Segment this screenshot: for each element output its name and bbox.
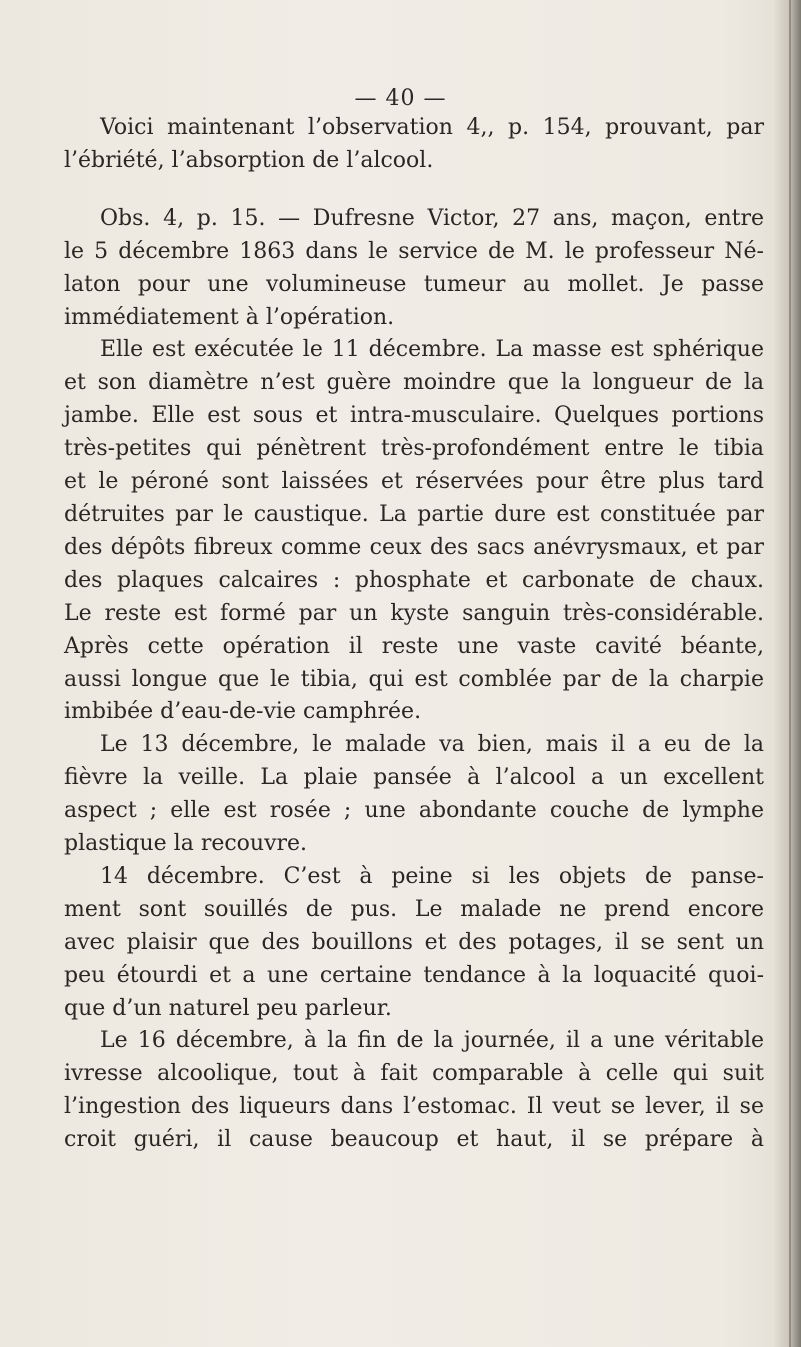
text-line: le 5 décembre 1863 dans le service de M. le professeur Né- xyxy=(64,238,764,264)
text-line: Elle est exécutée le 11 décembre. La masse est sphérique xyxy=(100,337,764,363)
text-line: très-petites qui pénètrent très-profondément entre le tibia xyxy=(64,436,764,462)
text-line: peu étourdi et a une certaine tendance à la loquacité quoi- xyxy=(64,962,764,988)
text-line: des plaques calcaires : phosphate et carbonate de chaux. xyxy=(64,567,764,593)
text-line: et son diamètre n’est guère moindre que la longueur de la xyxy=(64,370,764,396)
paragraph-december-13 xyxy=(64,729,764,861)
text-line: immédiatement à l’opération. xyxy=(64,304,395,330)
text-line: ment sont souillés de pus. Le malade ne prend encore xyxy=(64,896,764,922)
paragraph-december-16 xyxy=(64,1025,764,1157)
binding-edge xyxy=(789,0,791,1347)
text-line: croit guéri, il cause beaucoup et haut, il se prépare à xyxy=(64,1127,764,1153)
paragraph-december-14 xyxy=(64,861,764,1026)
body-text xyxy=(64,112,764,1157)
paragraph-intro xyxy=(64,112,764,178)
paragraph-observation xyxy=(64,203,764,335)
text-line: Le 13 décembre, le malade va bien, mais il a eu de la xyxy=(100,732,764,758)
text-line: Obs. 4, p. 15. — Dufresne Victor, 27 ans, maçon, entre xyxy=(100,205,764,231)
text-line: avec plaisir que des bouillons et des potages, il se sent un xyxy=(64,929,764,955)
text-line: laton pour une volumineuse tumeur au mollet. Je passe xyxy=(64,271,764,297)
text-line: des dépôts fibreux comme ceux des sacs anévrysmaux, et par xyxy=(64,534,764,560)
text-line: l’ingestion des liqueurs dans l’estomac. Il veut se lever, il se xyxy=(64,1094,764,1120)
text-line: aspect ; elle est rosée ; une abondante couche de lymphe xyxy=(64,798,764,824)
text-line: Voici maintenant l’observation 4,, p. 154, prouvant, par xyxy=(100,115,764,140)
text-line: jambe. Elle est sous et intra-musculaire. Quelques portions xyxy=(64,403,764,429)
text-line: l’ébriété, l’absorption de l’alcool. xyxy=(64,147,434,173)
text-line: 14 décembre. C’est à peine si les objets de panse- xyxy=(100,863,764,889)
text-line: ivresse alcoolique, tout à fait comparable à celle qui suit xyxy=(64,1061,764,1087)
paragraph-operation xyxy=(64,334,764,729)
text-line: Le reste est formé par un kyste sanguin très-considérable. xyxy=(64,600,764,626)
text-line: et le péroné sont laissées et réservées pour être plus tard xyxy=(64,469,764,495)
text-line: détruites par le caustique. La partie dure est constituée par xyxy=(64,501,764,527)
text-line: Après cette opération il reste une vaste cavité béante, xyxy=(64,633,764,659)
text-line: aussi longue que le tibia, qui est comblée par de la charpie xyxy=(64,666,764,692)
text-line: imbibée d’eau-de-vie camphrée. xyxy=(64,699,422,725)
page-edge-shadow xyxy=(773,0,801,1347)
text-line: plastique la recouvre. xyxy=(64,831,308,857)
paragraph-gap xyxy=(64,178,764,203)
text-line: fièvre la veille. La plaie pansée à l’alcool a un excellent xyxy=(64,765,764,791)
page-number: — 40 — xyxy=(354,86,447,111)
text-line: Le 16 décembre, à la fin de la journée, il a une véritable xyxy=(100,1028,764,1054)
text-line: que d’un naturel peu parleur. xyxy=(64,995,392,1021)
